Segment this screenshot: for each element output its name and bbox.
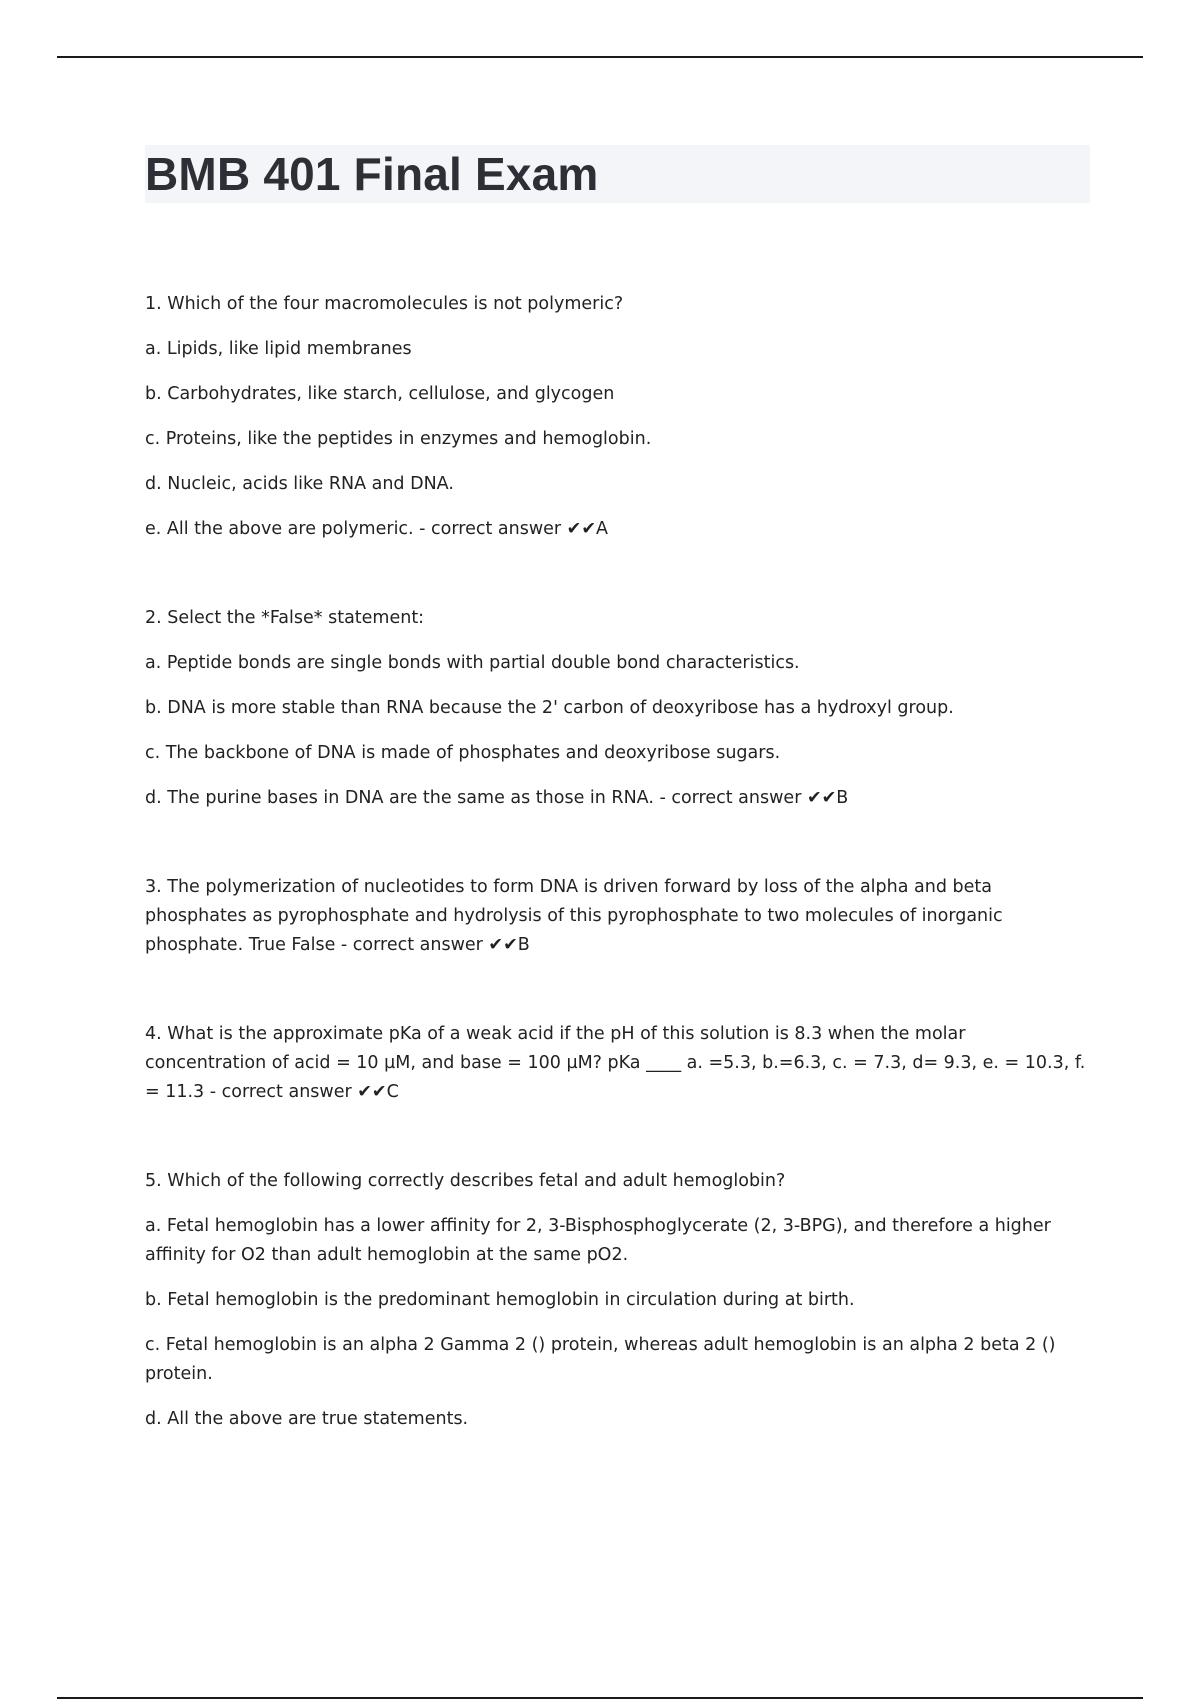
exam-content [145,290,1090,1494]
question-stem: 1. Which of the four macromolecules is not polymeric? [145,294,624,314]
answer-option: d. All the above are true statements. [145,1409,469,1429]
page-title: BMB 401 Final Exam [145,148,599,200]
question-4 [145,1020,1090,1107]
answer-option: e. All the above are polymeric. - correct answer ✔✔A [145,519,608,539]
answer-option: a. Peptide bonds are single bonds with partial double bond characteristics. [145,653,800,673]
question-stem: 2. Select the *False* statement: [145,608,425,628]
answer-option: b. DNA is more stable than RNA because the 2' carbon of deoxyribose has a hydroxyl group. [145,698,954,718]
question-3 [145,873,1090,960]
answer-option: b. Carbohydrates, like starch, cellulose, and glycogen [145,384,615,404]
question-2 [145,604,1090,813]
bottom-rule [57,1697,1143,1699]
answer-option: c. Proteins, like the peptides in enzymes and hemoglobin. [145,429,652,449]
top-rule [57,56,1143,58]
answer-option: a. Lipids, like lipid membranes [145,339,412,359]
answer-option: c. The backbone of DNA is made of phosphates and deoxyribose sugars. [145,743,781,763]
answer-option: b. Fetal hemoglobin is the predominant hemoglobin in circulation during at birth. [145,1290,855,1310]
answer-option: d. The purine bases in DNA are the same as those in RNA. - correct answer ✔✔B [145,788,849,808]
question-stem: 4. What is the approximate pKa of a weak acid if the pH of this solution is 8.3 when the molar concentration of acid = 10 µM, and base = 100 µM? pKa ____ a. =5.3, b.=6.3, c. = 7.3, d= 9.3, e. = 10.3, f. = 11.3 - correct answer ✔✔C [145,1024,1086,1102]
question-5 [145,1167,1090,1434]
question-stem: 5. Which of the following correctly describes fetal and adult hemoglobin? [145,1171,786,1191]
answer-option: d. Nucleic, acids like RNA and DNA. [145,474,454,494]
answer-option: c. Fetal hemoglobin is an alpha 2 Gamma 2 () protein, whereas adult hemoglobin is an alpha 2 beta 2 () protein. [145,1335,1056,1384]
question-1 [145,290,1090,544]
question-stem: 3. The polymerization of nucleotides to form DNA is driven forward by loss of the alpha and beta phosphates as pyrophosphate and hydrolysis of this pyrophosphate to two molecules of inorganic phosphate. True False - correct answer ✔✔B [145,877,1003,955]
answer-option: a. Fetal hemoglobin has a lower affinity for 2, 3-Bisphosphoglycerate (2, 3-BPG), and therefore a higher affinity for O2 than adult hemoglobin at the same pO2. [145,1216,1051,1265]
